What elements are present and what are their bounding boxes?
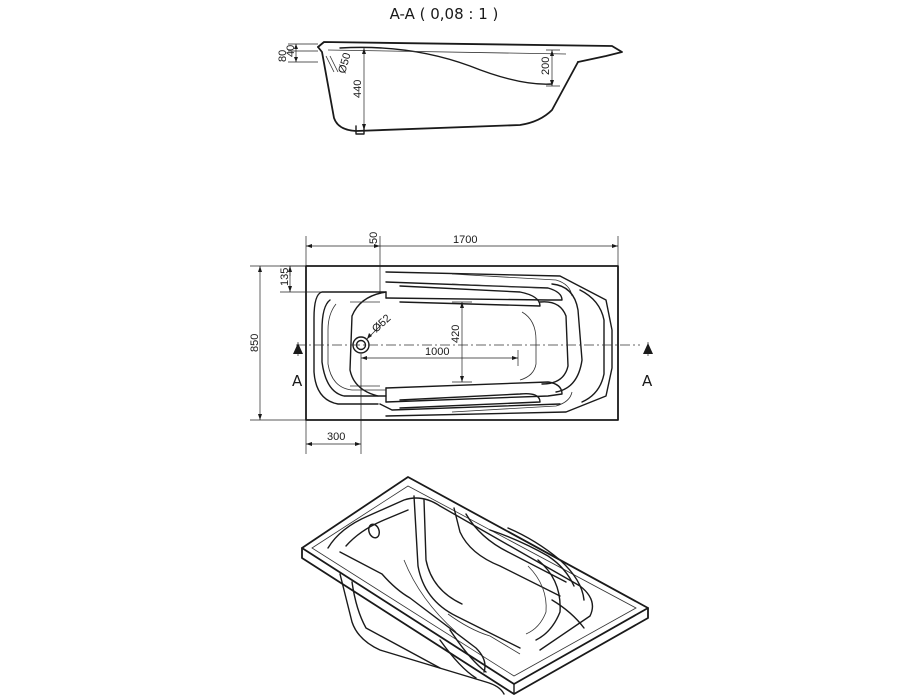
dim-rim-height: 80 (277, 49, 289, 62)
dim-length: 1700 (453, 234, 478, 246)
iso-basin-outline (328, 498, 592, 650)
section-arrow-right (643, 343, 653, 354)
dim-rim-offset: 50 (368, 231, 380, 244)
dim-depth: 440 (352, 79, 364, 98)
dim-rim-step: 40 (285, 44, 297, 57)
dim-inner-width: 420 (450, 324, 462, 343)
dim-backrest-drop: 200 (540, 56, 552, 75)
isometric-view (302, 477, 648, 694)
dim-drain-to-center: 1000 (425, 346, 450, 358)
plan-view (249, 232, 653, 454)
section-marker-left: A (292, 372, 303, 390)
dim-overflow-dia: Ø50 (336, 51, 354, 75)
dim-top-margin: 135 (279, 267, 291, 286)
iso-rim-outline (302, 477, 648, 684)
section-marker-right: A (642, 372, 653, 390)
dim-drain-offset: 300 (327, 431, 346, 443)
dim-drain-dia: Ø52 (369, 312, 394, 336)
section-title: A-A ( 0,08 : 1 ) (389, 5, 499, 23)
dim-width: 850 (249, 333, 261, 352)
side-section-view (277, 42, 622, 134)
